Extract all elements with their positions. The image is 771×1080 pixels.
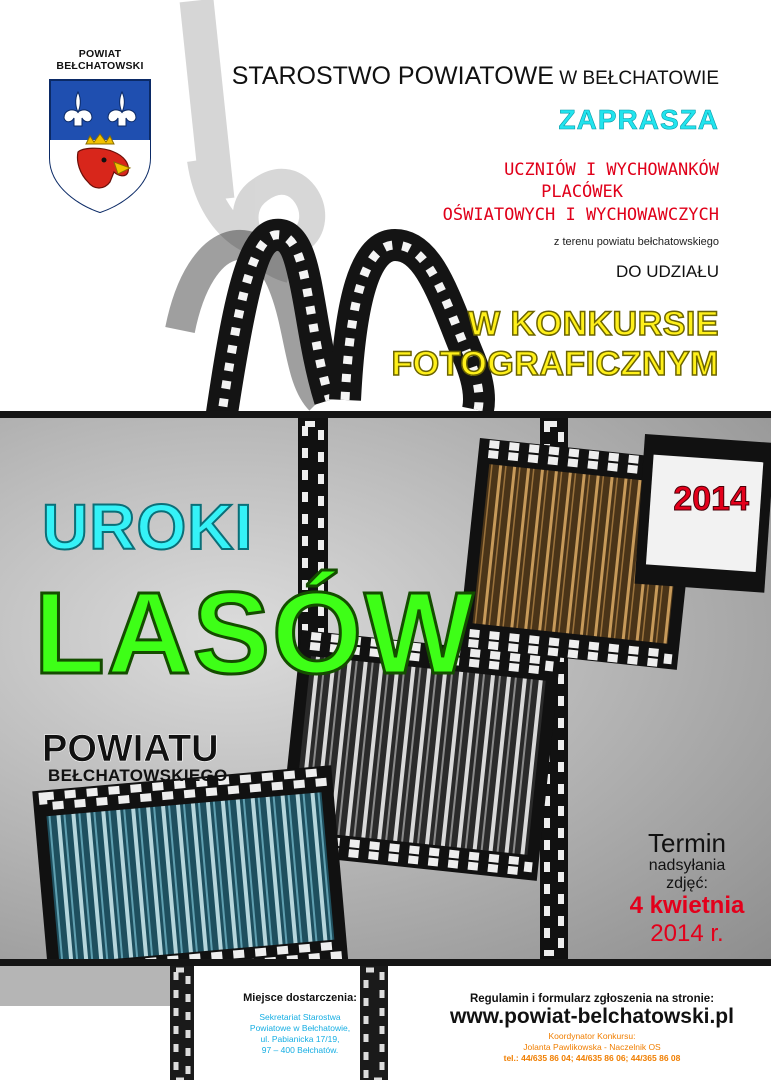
rules-title: Regulamin i formularz zgłoszenia na stronie: (469, 993, 715, 1005)
deadline-year: 2014 r. (650, 920, 724, 948)
delivery-title: Miejsce dostarczenia: (243, 992, 357, 1004)
contest-year: 2014 (673, 480, 749, 518)
invites-heading: ZAPRASZA (558, 104, 719, 135)
coat-of-arms-icon (48, 78, 152, 214)
deadline-line-2: nadsyłania (648, 857, 726, 875)
audience-line-2: PLACÓWEK (541, 182, 623, 202)
deadline-line-3: zdjęć: (666, 874, 708, 892)
deadline-date: 4 kwietnia (629, 892, 745, 920)
contest-line-1: W KONKURSIE (467, 305, 719, 343)
delivery-line: 97 – 400 Bełchatów. (261, 1045, 339, 1055)
audience-line-1: UCZNIÓW I WYCHOWANKÓW (504, 160, 719, 180)
organizer-name (232, 62, 719, 91)
delivery-line: Powiatowe w Bełchatowie, (249, 1023, 351, 1033)
coordinator-info (442, 1031, 742, 1064)
contest-line-2: FOTOGRAFICZNYM (391, 345, 719, 383)
title-word-powiatu: POWIATU (42, 728, 219, 770)
delivery-info (230, 992, 370, 1056)
coordinator-name: Jolanta Pawlikowska - Naczelnik OS (523, 1042, 661, 1052)
county-crest-block (40, 48, 160, 214)
participation-text: DO UDZIAŁU (616, 262, 719, 281)
area-note: z terenu powiatu bełchatowskiego (553, 236, 719, 248)
coordinator-phones: tel.: 44/635 86 04; 44/635 86 06; 44/365 86 08 (503, 1053, 681, 1063)
website-link[interactable]: www.powiat-belchatowski.pl (450, 1005, 734, 1028)
crown-icon (86, 134, 114, 144)
title-word-belchatowskiego: BEŁCHATOWSKIEGO (48, 766, 228, 785)
title-word-uroki: UROKI (42, 491, 254, 563)
delivery-line: Sekretariat Starostwa (259, 1012, 341, 1022)
organizer-location: W BEŁCHATOWIE (553, 68, 719, 89)
deadline-label: Termin (647, 828, 726, 858)
title-word-lasow: LASÓW (34, 568, 476, 698)
delivery-address (230, 1012, 370, 1056)
delivery-line: ul. Pabianicka 17/19, (260, 1034, 340, 1044)
audience-line-3: OŚWIATOWYCH I WYCHOWAWCZYCH (442, 205, 719, 225)
organizer-main: STAROSTWO POWIATOWE (231, 62, 554, 90)
deadline-block (612, 830, 762, 946)
coordinator-title: Koordynator Konkursu: (548, 1031, 636, 1041)
county-name: POWIAT BEŁCHATOWSKI (56, 48, 144, 72)
